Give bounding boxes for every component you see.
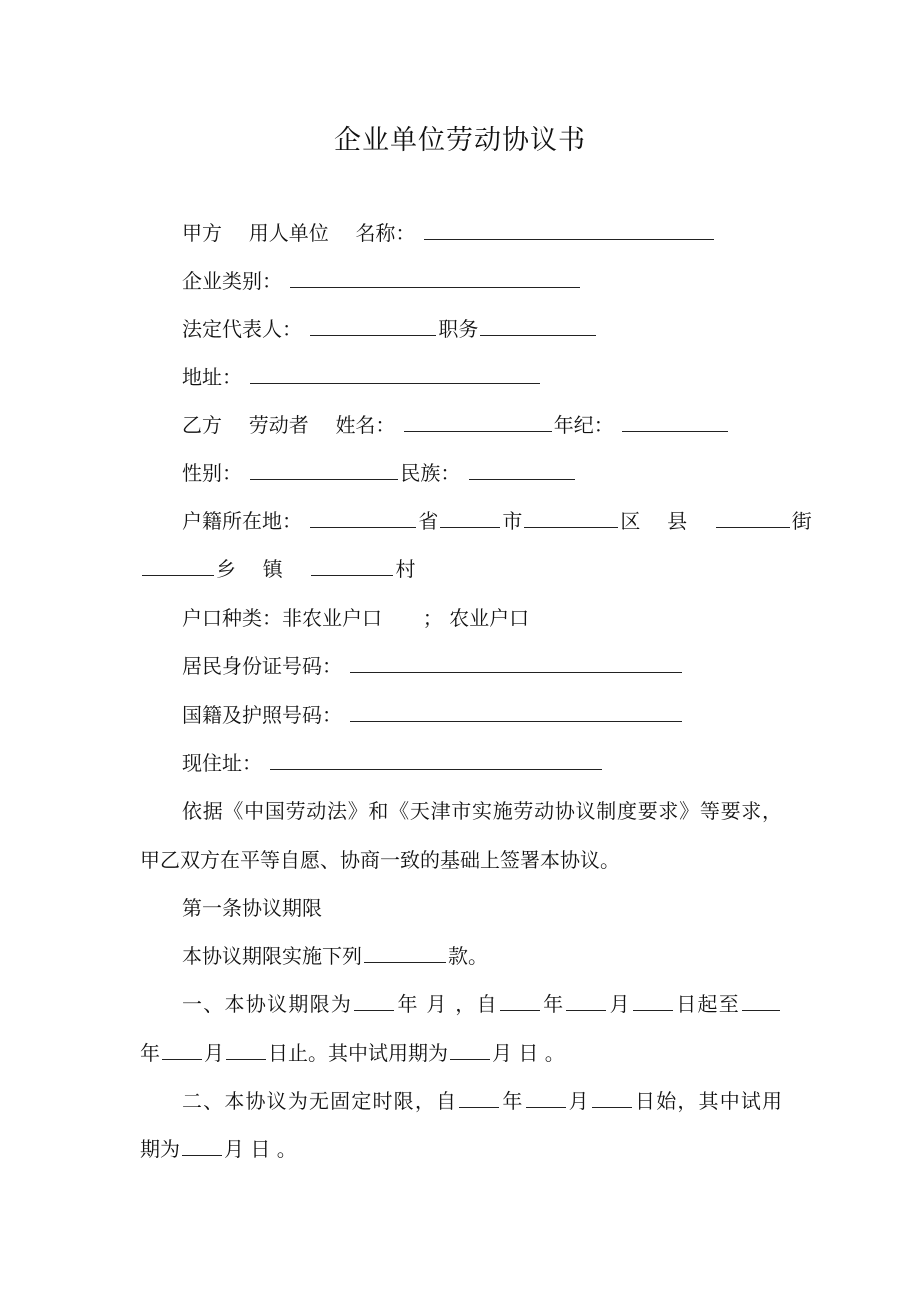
clause-intro-text: 本协议期限实施下列 (182, 944, 362, 968)
street-label: 街 (791, 509, 812, 533)
current-address-blank[interactable] (270, 751, 602, 770)
employer-name-blank[interactable] (424, 221, 714, 240)
term-year-label: 年 (396, 992, 419, 1016)
start-month-blank[interactable] (566, 992, 606, 1011)
current-address-row (182, 748, 782, 778)
worker-label: 劳动者 (248, 413, 309, 437)
party-a-name-row (182, 218, 782, 248)
term-years-blank[interactable] (354, 992, 394, 1011)
party-b-name-row (182, 410, 782, 440)
option-one-row-continued (140, 1038, 782, 1068)
period-label: 。 (544, 1041, 565, 1065)
company-type-row (182, 266, 782, 296)
province-blank[interactable] (310, 509, 416, 528)
company-type-blank[interactable] (290, 269, 580, 288)
township-label: 乡 (216, 557, 236, 581)
ethnic-blank[interactable] (469, 461, 575, 480)
end-year-label: 年 (140, 1041, 160, 1065)
position-blank[interactable] (480, 317, 596, 336)
village-label: 村 (395, 557, 416, 581)
end-year-blank[interactable] (742, 992, 780, 1011)
employer-address-row (182, 362, 782, 392)
hukou-row (182, 506, 812, 536)
city-blank[interactable] (440, 509, 500, 528)
township-blank[interactable] (142, 557, 214, 576)
option-two-row-continued (140, 1134, 782, 1164)
open-period-label: 。 (276, 1137, 297, 1161)
end-month-blank[interactable] (162, 1041, 202, 1060)
town-label: 镇 (262, 557, 283, 581)
clause-intro-row (182, 941, 782, 971)
end-text: 日止。其中试用期为 (268, 1041, 448, 1065)
open-start-year-label: 年 (501, 1089, 524, 1113)
hukou-row-continued (140, 554, 782, 584)
start-year-blank[interactable] (500, 992, 540, 1011)
passport-row (182, 700, 782, 730)
open-start-month-label: 月 (567, 1089, 590, 1113)
start-to-label: 日起至 (674, 992, 741, 1016)
agri-label: 农业户口 (449, 606, 530, 630)
hukou-type-row (182, 603, 782, 633)
id-number-blank[interactable] (350, 654, 682, 673)
id-number-label: 居民身份证号码： (182, 654, 342, 678)
legal-rep-blank[interactable] (310, 317, 436, 336)
clause-intro-end: 款。 (448, 944, 488, 968)
end-month-label: 月 (204, 1041, 224, 1065)
age-blank[interactable] (622, 413, 728, 432)
option-two-row (182, 1086, 782, 1116)
ethnic-label: 民族： (400, 461, 461, 485)
document-title: 企业单位劳动协议书 (334, 125, 586, 156)
start-month-label: 月 (608, 992, 631, 1016)
open-trial-month-label: 月 (224, 1137, 244, 1161)
current-address-label: 现住址： (182, 751, 262, 775)
comma-label: ， (455, 992, 477, 1016)
open-start-label: 日始，其中试用 (633, 1089, 783, 1113)
option-two-text: 二、本协议为无固定时限，自 (182, 1089, 458, 1113)
trial-day-label: 日 (518, 1041, 539, 1065)
end-day-blank[interactable] (226, 1041, 266, 1060)
province-label: 省 (418, 509, 439, 533)
legal-rep-label: 法定代表人： (182, 317, 302, 341)
open-start-year-blank[interactable] (459, 1089, 499, 1108)
id-number-row (182, 651, 782, 681)
age-label: 年纪： (553, 413, 614, 437)
open-start-month-blank[interactable] (526, 1089, 566, 1108)
non-agri-label: 非农业户口 (282, 606, 382, 630)
gender-row (182, 458, 782, 488)
open-trial-day-label: 日 (250, 1137, 271, 1161)
trial-months-blank[interactable] (450, 1041, 490, 1060)
worker-name-blank[interactable] (404, 413, 552, 432)
party-b-label: 乙方 (182, 413, 222, 437)
city-label: 市 (502, 509, 523, 533)
clause-choice-blank[interactable] (364, 944, 446, 963)
county-label: 县 (667, 509, 688, 533)
village-blank[interactable] (311, 557, 393, 576)
hukou-type-label: 户口种类： (182, 606, 282, 630)
option-two-trial-label: 期为 (140, 1137, 180, 1161)
employer-label: 用人单位 (248, 221, 329, 245)
basis-line-1: 依据《中国劳动法》和《天津市实施劳动协议制度要求》等要求， (182, 799, 782, 823)
street-blank[interactable] (716, 509, 790, 528)
open-start-day-blank[interactable] (592, 1089, 632, 1108)
option-one-text: 一、本协议期限为 (182, 992, 353, 1016)
name-label: 名称： (355, 221, 416, 245)
company-type-label: 企业类别： (182, 269, 282, 293)
article-1-heading: 第一条协议期限 (182, 896, 322, 920)
from-label: 自 (476, 992, 498, 1016)
legal-rep-row (182, 314, 782, 344)
term-month-label: 月 (426, 992, 448, 1016)
start-day-blank[interactable] (633, 992, 673, 1011)
gender-label: 性别： (182, 461, 242, 485)
passport-label: 国籍及护照号码： (182, 703, 342, 727)
hukou-label: 户籍所在地： (182, 509, 302, 533)
open-trial-months-blank[interactable] (182, 1137, 222, 1156)
address-label: 地址： (182, 365, 242, 389)
position-label: 职务 (438, 317, 479, 341)
party-a-label: 甲方 (182, 221, 222, 245)
basis-line-2: 甲乙双方在平等自愿、协商一致的基础上签署本协议。 (140, 848, 620, 872)
worker-name-label: 姓名： (335, 413, 396, 437)
start-year-label: 年 (541, 992, 565, 1016)
district-label: 区 (620, 509, 641, 533)
separator-label: ； (422, 606, 443, 630)
passport-blank[interactable] (350, 703, 682, 722)
employer-address-blank[interactable] (250, 365, 540, 384)
gender-blank[interactable] (250, 461, 398, 480)
option-one-row (182, 989, 782, 1019)
trial-month-label: 月 (492, 1041, 512, 1065)
district-blank[interactable] (524, 509, 618, 528)
